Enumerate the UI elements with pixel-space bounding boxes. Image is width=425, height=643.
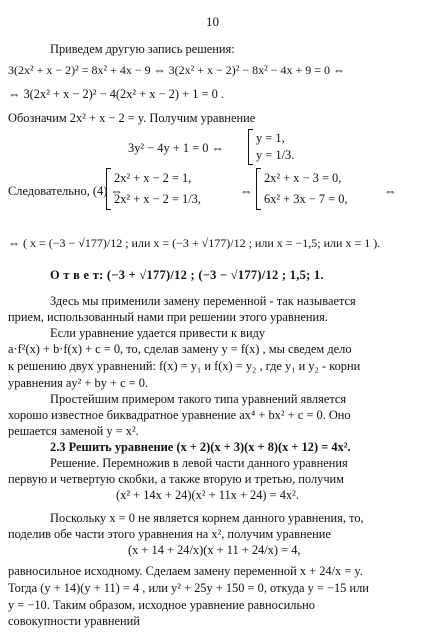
text-line: Решение. Перемножив в левой части данного уравнения — [50, 456, 348, 470]
equation-line: 6x² + 3x − 7 = 0, — [264, 192, 348, 206]
text-line: Обозначим 2x² + x − 2 = y. Получим уравнение — [8, 111, 256, 125]
text-line: Поскольку x = 0 не является корнем данного уравнения, то, — [50, 511, 364, 525]
text-line: a·f²(x) + b·f(x) + c = 0, то, сделав замену y = f(x) , мы сведем дело — [8, 342, 352, 356]
equation-line: ⇔ ( x = (−3 − √177)/12 ; или x = (−3 + √177)/12 ; или x = −1,5; или x = 1 ). — [8, 236, 381, 250]
equation-line: ⇔ — [384, 184, 397, 198]
equation-line: y = 1, — [256, 131, 285, 145]
system-bracket — [248, 129, 253, 165]
text-line: Если уравнение удается привести к виду — [50, 326, 266, 340]
text-line: к решению двух уравнений: f(x) = y₁ и f(x) = y₂ , где y₁ и y₂ - корни — [8, 359, 361, 373]
equation-line: (x + 14 + 24/x)(x + 11 + 24/x) = 4, — [128, 543, 301, 557]
text-line: Здесь мы применили замену переменной - так называется — [50, 294, 356, 308]
text-line: Приведем другую запись решения: — [50, 42, 235, 56]
text-line: равносильное исходному. Сделаем замену переменной x + 24/x = y. — [8, 564, 363, 578]
equation-line: 3y² − 4y + 1 = 0 ⇔ — [128, 141, 224, 155]
text-line: Тогда (y + 14)(y + 11) = 4 , или y² + 25y + 150 = 0, откуда y = −15 или — [8, 581, 369, 595]
text-line: Следовательно, (4) ⇔ — [8, 184, 123, 198]
problem-heading: 2.3 Решить уравнение (x + 2)(x + 3)(x + 8)(x + 12) = 4x². — [50, 440, 351, 454]
equation-line: 2x² + x − 2 = 1/3, — [114, 192, 201, 206]
text-line: совокупности уравнений — [8, 614, 140, 628]
text-line: уравнения ay² + by + c = 0. — [8, 376, 149, 390]
text-line: y = −10. Таким образом, исходное уравнение равносильно — [8, 598, 315, 612]
equation-line: 2x² + x − 2 = 1, — [114, 171, 192, 185]
text-line: решается заменой y = x². — [8, 424, 139, 438]
equation-line: y = 1/3. — [256, 148, 295, 162]
equation-line: 3(2x² + x − 2)² = 8x² + 4x − 9 ⇔ 3(2x² + x − 2)² − 8x² − 4x + 9 = 0 ⇔ — [8, 63, 346, 77]
equation-line: ⇔ — [240, 184, 253, 198]
equation-line: ⇔ 3(2x² + x − 2)² − 4(2x² + x − 2) + 1 = 0 . — [8, 87, 224, 101]
text-line: Простейшим примером такого типа уравнений является — [50, 392, 347, 406]
system-bracket — [106, 168, 111, 210]
text-line: первую и четвертую скобки, а также вторую и третью, получим — [8, 472, 345, 486]
equation-line: (x² + 14x + 24)(x² + 11x + 24) = 4x². — [116, 488, 299, 502]
equation-line: 2x² + x − 3 = 0, — [264, 171, 342, 185]
text-line: поделив обе части этого уравнения на x², получим уравнение — [8, 527, 331, 541]
system-bracket — [256, 168, 261, 210]
text-line: прием, использованный нами при решении этого уравнения. — [8, 310, 328, 324]
answer-line: О т в е т: (−3 + √177)/12 ; (−3 − √177)/12 ; 1,5; 1. — [50, 268, 324, 282]
page-number: 10 — [206, 14, 219, 29]
text-line: хорошо известное биквадратное уравнение ax⁴ + bx² + c = 0. Оно — [8, 408, 351, 422]
